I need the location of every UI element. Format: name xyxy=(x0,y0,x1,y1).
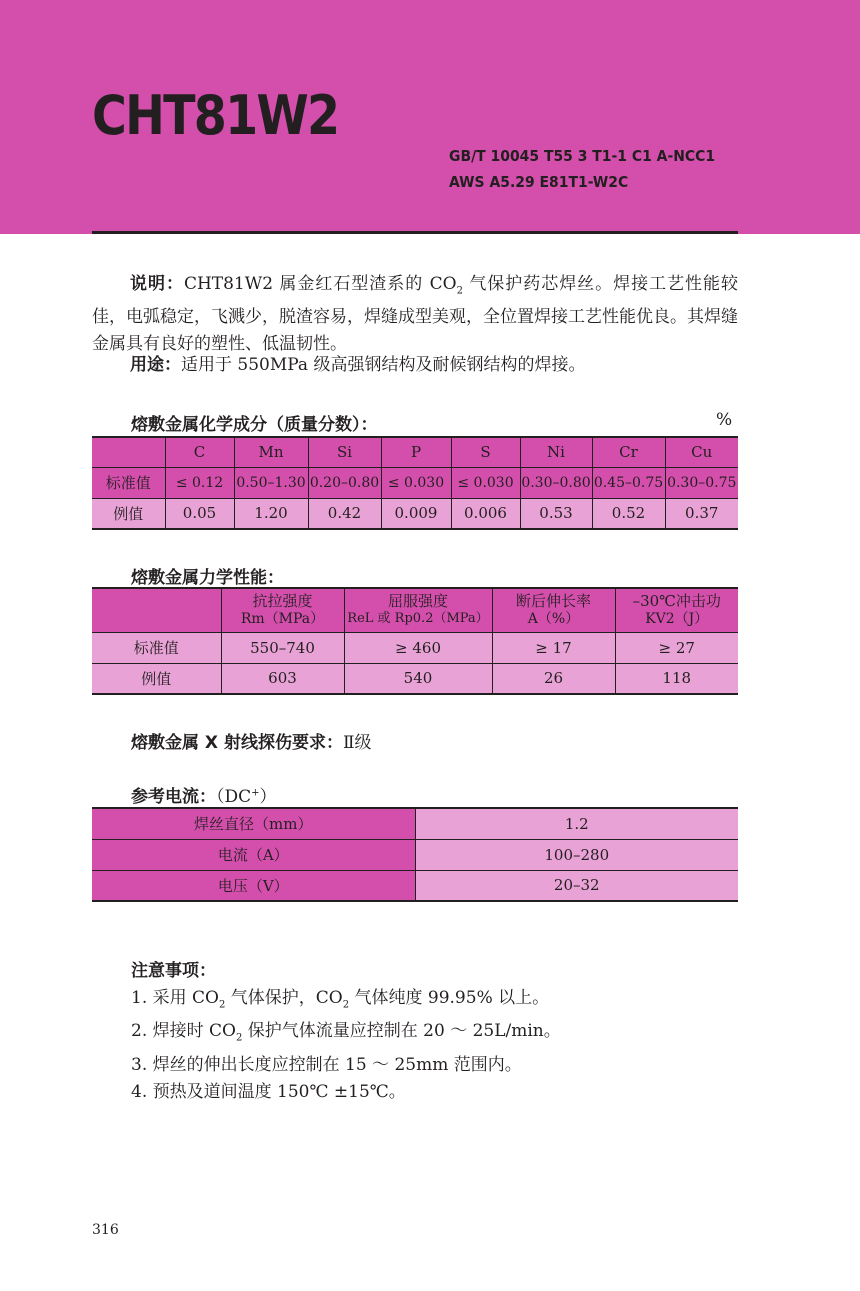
chem-header-cell: P xyxy=(381,437,451,467)
mech-header-cell xyxy=(221,588,344,632)
usage-text: 适用于 550MPa 级高强钢结构及耐候钢结构的焊接。 xyxy=(181,355,586,375)
table-cell: ≤ 0.030 xyxy=(381,467,451,498)
table-row xyxy=(92,839,738,870)
row-label: 标准值 xyxy=(92,467,165,498)
description-label: 说明： xyxy=(130,274,184,294)
mech-header-cell xyxy=(344,588,492,632)
chem-header-cell xyxy=(92,437,165,467)
row-label: 例值 xyxy=(92,663,221,694)
current-table xyxy=(92,807,738,902)
table-cell: 0.45–0.75 xyxy=(592,467,665,498)
chem-header-cell: S xyxy=(451,437,520,467)
header-line: 屈服强度 xyxy=(387,592,448,611)
table-cell: 0.009 xyxy=(381,498,451,529)
table-row xyxy=(92,663,738,694)
table-cell: 0.20–0.80 xyxy=(308,467,381,498)
table-cell: 0.52 xyxy=(592,498,665,529)
param-value: 100–280 xyxy=(415,839,738,870)
header-line: ReL 或 Rp0.2（MPa） xyxy=(347,611,489,627)
table-cell: ≥ 460 xyxy=(344,632,492,663)
table-cell: ≤ 0.030 xyxy=(451,467,520,498)
header-band xyxy=(0,0,860,234)
mech-header-row xyxy=(92,588,738,632)
description-paragraph xyxy=(92,271,738,358)
table-cell: 0.006 xyxy=(451,498,520,529)
page-number: 316 xyxy=(92,1222,119,1238)
table-cell: ≥ 27 xyxy=(615,632,738,663)
table-row xyxy=(92,632,738,663)
table-row xyxy=(92,498,738,529)
table-cell: 0.05 xyxy=(165,498,234,529)
note-text: 1. 采用 CO xyxy=(131,988,219,1008)
note-text: 保护气体流量应控制在 20 ～ 25L/min。 xyxy=(242,1021,561,1042)
xray-grade: Ⅱ级 xyxy=(342,733,372,753)
description-text-a: CHT81W2 属金红石型渣系的 CO xyxy=(183,274,457,294)
table-cell: 26 xyxy=(492,663,615,694)
table-cell: 0.37 xyxy=(665,498,738,529)
standard-gb: GB/T 10045 T55 3 T1-1 C1 A-NCC1 xyxy=(449,147,716,165)
chem-header-cell: Cr xyxy=(592,437,665,467)
table-row xyxy=(92,870,738,901)
table-cell: ≥ 17 xyxy=(492,632,615,663)
standard-aws: AWS A5.29 E81T1-W2C xyxy=(449,173,629,191)
xray-label: 熔敷金属 X 射线探伤要求： xyxy=(131,733,343,753)
dc-open: （DC xyxy=(216,787,252,807)
note-text: 气体纯度 99.95% 以上。 xyxy=(349,988,550,1008)
usage-label: 用途： xyxy=(130,355,181,375)
table-cell: 0.42 xyxy=(308,498,381,529)
table-cell: 1.20 xyxy=(234,498,308,529)
chem-header-row xyxy=(92,437,738,467)
mech-header-cell xyxy=(92,588,221,632)
table-cell: 603 xyxy=(221,663,344,694)
table-cell: 550–740 xyxy=(221,632,344,663)
row-label: 标准值 xyxy=(92,632,221,663)
table-cell: 118 xyxy=(615,663,738,694)
header-line: 抗拉强度 xyxy=(252,592,313,611)
standards xyxy=(449,143,715,195)
usage-paragraph xyxy=(92,352,738,379)
param-label: 电压（V） xyxy=(92,870,415,901)
table-cell: 0.30–0.80 xyxy=(520,467,592,498)
dc-close: ） xyxy=(259,787,277,807)
dc-sup: + xyxy=(251,787,260,799)
mech-header-cell xyxy=(492,588,615,632)
param-value: 20–32 xyxy=(415,870,738,901)
note-text: 2. 焊接时 CO xyxy=(131,1021,236,1042)
param-value: 1.2 xyxy=(415,808,738,839)
chem-section-title: 熔敷金属化学成分（质量分数）： xyxy=(131,415,378,435)
table-cell: 0.30–0.75 xyxy=(665,467,738,498)
note-text: 气体保护，CO xyxy=(225,988,343,1008)
table-row xyxy=(92,467,738,498)
chem-header-cell: Si xyxy=(308,437,381,467)
mech-section-title: 熔敷金属力学性能： xyxy=(131,568,284,588)
mech-header-cell xyxy=(615,588,738,632)
notes-title: 注意事项： xyxy=(131,961,216,981)
co2-subscript: 2 xyxy=(218,999,226,1011)
row-label: 例值 xyxy=(92,498,165,529)
note-item: 4. 预热及道间温度 150℃ ±15℃。 xyxy=(131,1081,406,1102)
chem-header-cell: Cu xyxy=(665,437,738,467)
note-item xyxy=(131,1018,561,1051)
header-line: –30℃冲击功 xyxy=(632,592,721,611)
param-label: 电流（A） xyxy=(92,839,415,870)
mech-table xyxy=(92,587,738,695)
chem-header-cell: Ni xyxy=(520,437,592,467)
table-row xyxy=(92,808,738,839)
current-section-title xyxy=(131,782,277,807)
table-cell: 540 xyxy=(344,663,492,694)
chem-unit: % xyxy=(716,410,733,430)
co2-subscript: 2 xyxy=(235,1032,243,1044)
dc-label xyxy=(216,787,277,807)
header-line: A（%） xyxy=(527,611,580,628)
header-line: 断后伸长率 xyxy=(515,592,591,611)
notes-block xyxy=(131,958,561,1106)
note-item xyxy=(131,985,561,1018)
current-title: 参考电流： xyxy=(131,787,216,807)
chem-table xyxy=(92,436,738,530)
table-cell: ≤ 0.12 xyxy=(165,467,234,498)
header-line: KV2（J） xyxy=(645,611,709,628)
description-text-b: 气保护药芯焊丝。焊接工艺性能较佳，电弧稳定，飞溅少，脱渣容易，焊缝成型美观，全位置焊接工艺性能优良。其焊缝金属具有良好的塑性、低温韧性。 xyxy=(92,274,738,355)
xray-requirement xyxy=(131,728,372,753)
model-title: CHT81W2 xyxy=(92,84,339,147)
co2-subscript: 2 xyxy=(342,999,350,1011)
table-cell: 0.50–1.30 xyxy=(234,467,308,498)
co2-subscript: 2 xyxy=(456,285,463,297)
chem-header-cell: C xyxy=(165,437,234,467)
header-rule xyxy=(92,231,738,234)
table-cell: 0.53 xyxy=(520,498,592,529)
note-item: 3. 焊丝的伸出长度应控制在 15 ～ 25mm 范围内。 xyxy=(131,1054,522,1075)
chem-header-cell: Mn xyxy=(234,437,308,467)
param-label: 焊丝直径（mm） xyxy=(92,808,415,839)
header-line: Rm（MPa） xyxy=(240,611,325,628)
